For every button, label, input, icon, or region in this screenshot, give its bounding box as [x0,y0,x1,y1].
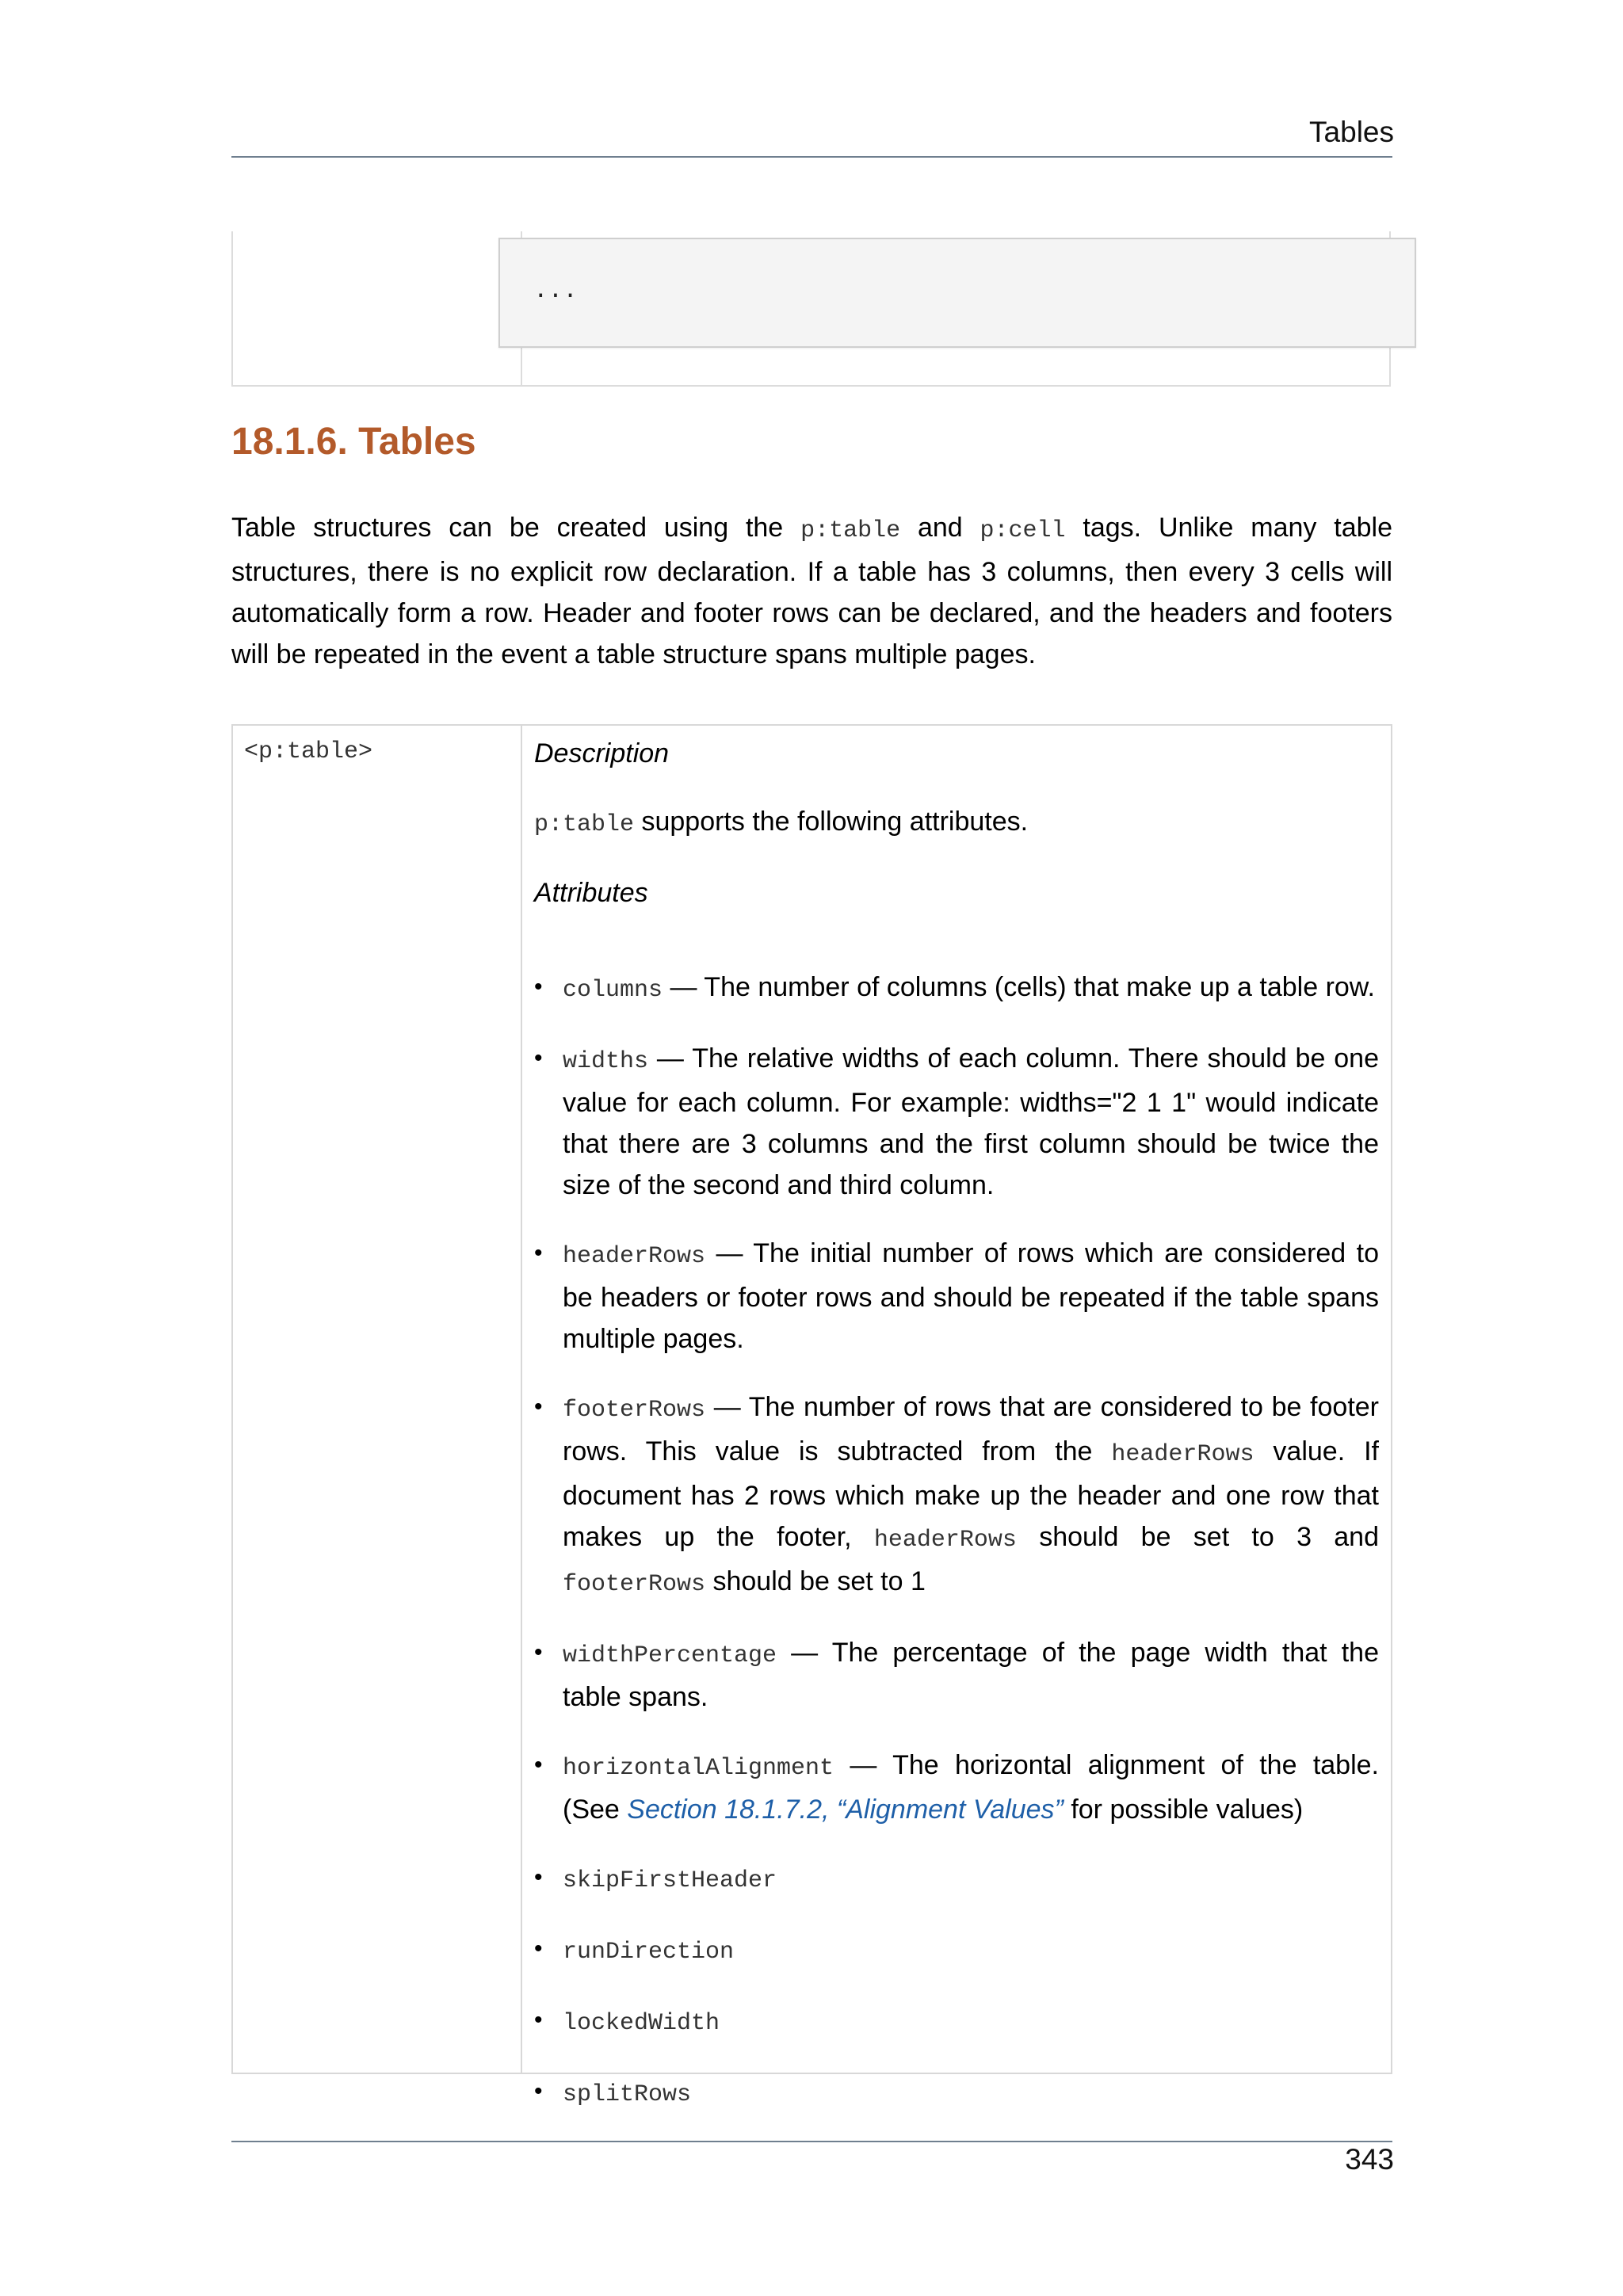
list-item-footerrows [534,1386,1379,1605]
attribute-name: headerRows [563,1243,706,1270]
attribute-description: — The percentage of the page width that the table spans. [563,1638,1379,1712]
attribute-name: horizontalAlignment [563,1755,834,1782]
list-item-widthpercentage [534,1632,1379,1718]
code-block-text: ... [533,277,578,305]
description-cell [534,735,1379,2142]
section-heading: 18.1.6. Tables [231,421,476,463]
attribute-name: lockedWidth [563,2010,720,2037]
bullet-icon: • [534,1394,543,1420]
list-item-widths [534,1038,1379,1206]
bullet-icon: • [534,2078,543,2104]
alignment-values-link[interactable]: Section 18.1.7.2, “Alignment Values” [627,1794,1064,1825]
description-body: supports the following attributes. [634,807,1029,837]
attribute-description-part-2: value. If document has 2 rows which make up the header and one row that makes up the footer, [563,1436,1379,1552]
bullet-icon: • [534,1240,543,1266]
description-code: p:table [534,811,635,838]
running-header-title: Tables [1309,116,1394,148]
list-item-headerrows [534,1233,1379,1360]
list-item-columns [534,967,1379,1011]
attribute-name: skipFirstHeader [563,1867,777,1894]
attribute-name: columns [563,977,663,1004]
intro-text-2: and [900,513,980,543]
attribute-description: — The relative widths of each column. There should be one value for each column. For example: widths="2 1 1" would indicate that there are 3 columns and the first column should be twice the size of the second and third column. [563,1043,1379,1200]
attribute-list [534,967,1379,2115]
attribute-name: widths [563,1048,649,1075]
bullet-icon: • [534,1045,543,1071]
inline-code-headerrows: headerRows [1111,1441,1254,1468]
bullet-icon: • [534,2007,543,2033]
header-rule [231,156,1392,158]
attributes-label: Attributes [534,878,648,908]
intro-code-p-cell: p:cell [980,517,1066,544]
attribute-description-part-4: should be set to 1 [705,1566,926,1596]
list-item-lockedwidth [534,2000,1379,2044]
attribute-description-part-2: for possible values) [1063,1794,1304,1825]
list-item-splitrows [534,2071,1379,2115]
attribute-description: — The number of columns (cells) that make up a table row. [663,972,1375,1002]
table-column-divider [521,726,522,2073]
attribute-description-part-1: — The number of rows that are considered to be footer rows. This value is subtracted from the [563,1392,1379,1466]
attribute-name: runDirection [563,1939,735,1966]
bullet-icon: • [534,974,543,1000]
attribute-description-part-1: — The horizontal alignment of the table. (See [563,1750,1379,1825]
list-item-rundirection [534,1928,1379,1973]
list-item-horizontalalignment [534,1745,1379,1830]
inline-code-footerrows: footerRows [563,1571,706,1598]
attribute-description-part-3: should be set to 3 and [1016,1522,1379,1552]
bullet-icon: • [534,1639,543,1665]
bullet-icon: • [534,1936,543,1962]
bullet-icon: • [534,1752,543,1778]
intro-paragraph [231,507,1392,675]
attribute-description: — The initial number of rows which are considered to be headers or footer rows and should be repeated if the table spans multiple pages. [563,1238,1379,1354]
description-label: Description [534,738,670,769]
attribute-name: widthPercentage [563,1642,777,1669]
description-text [534,803,1379,843]
footer-rule [231,2141,1392,2142]
bullet-icon: • [534,1864,543,1890]
code-block [498,238,1416,348]
attribute-name: splitRows [563,2081,692,2108]
page-number: 343 [1345,2143,1394,2176]
tag-name-cell: <p:table> [244,738,373,765]
attribute-name: footerRows [563,1397,706,1424]
inline-code-headerrows: headerRows [873,1527,1017,1554]
intro-text-1: Table structures can be created using the [231,513,801,543]
intro-code-p-table: p:table [800,517,901,544]
intro-text-3: tags. Unlike many table structures, there is no explicit row declaration. If a table has 3 columns, then every 3 cells will automatically form a row. Header and footer rows can be declared, and the headers and footers will be repeated in the event a table structure spans multiple pages. [231,513,1392,669]
list-item-skipfirstheader [534,1857,1379,1901]
attribute-table [231,724,1392,2108]
